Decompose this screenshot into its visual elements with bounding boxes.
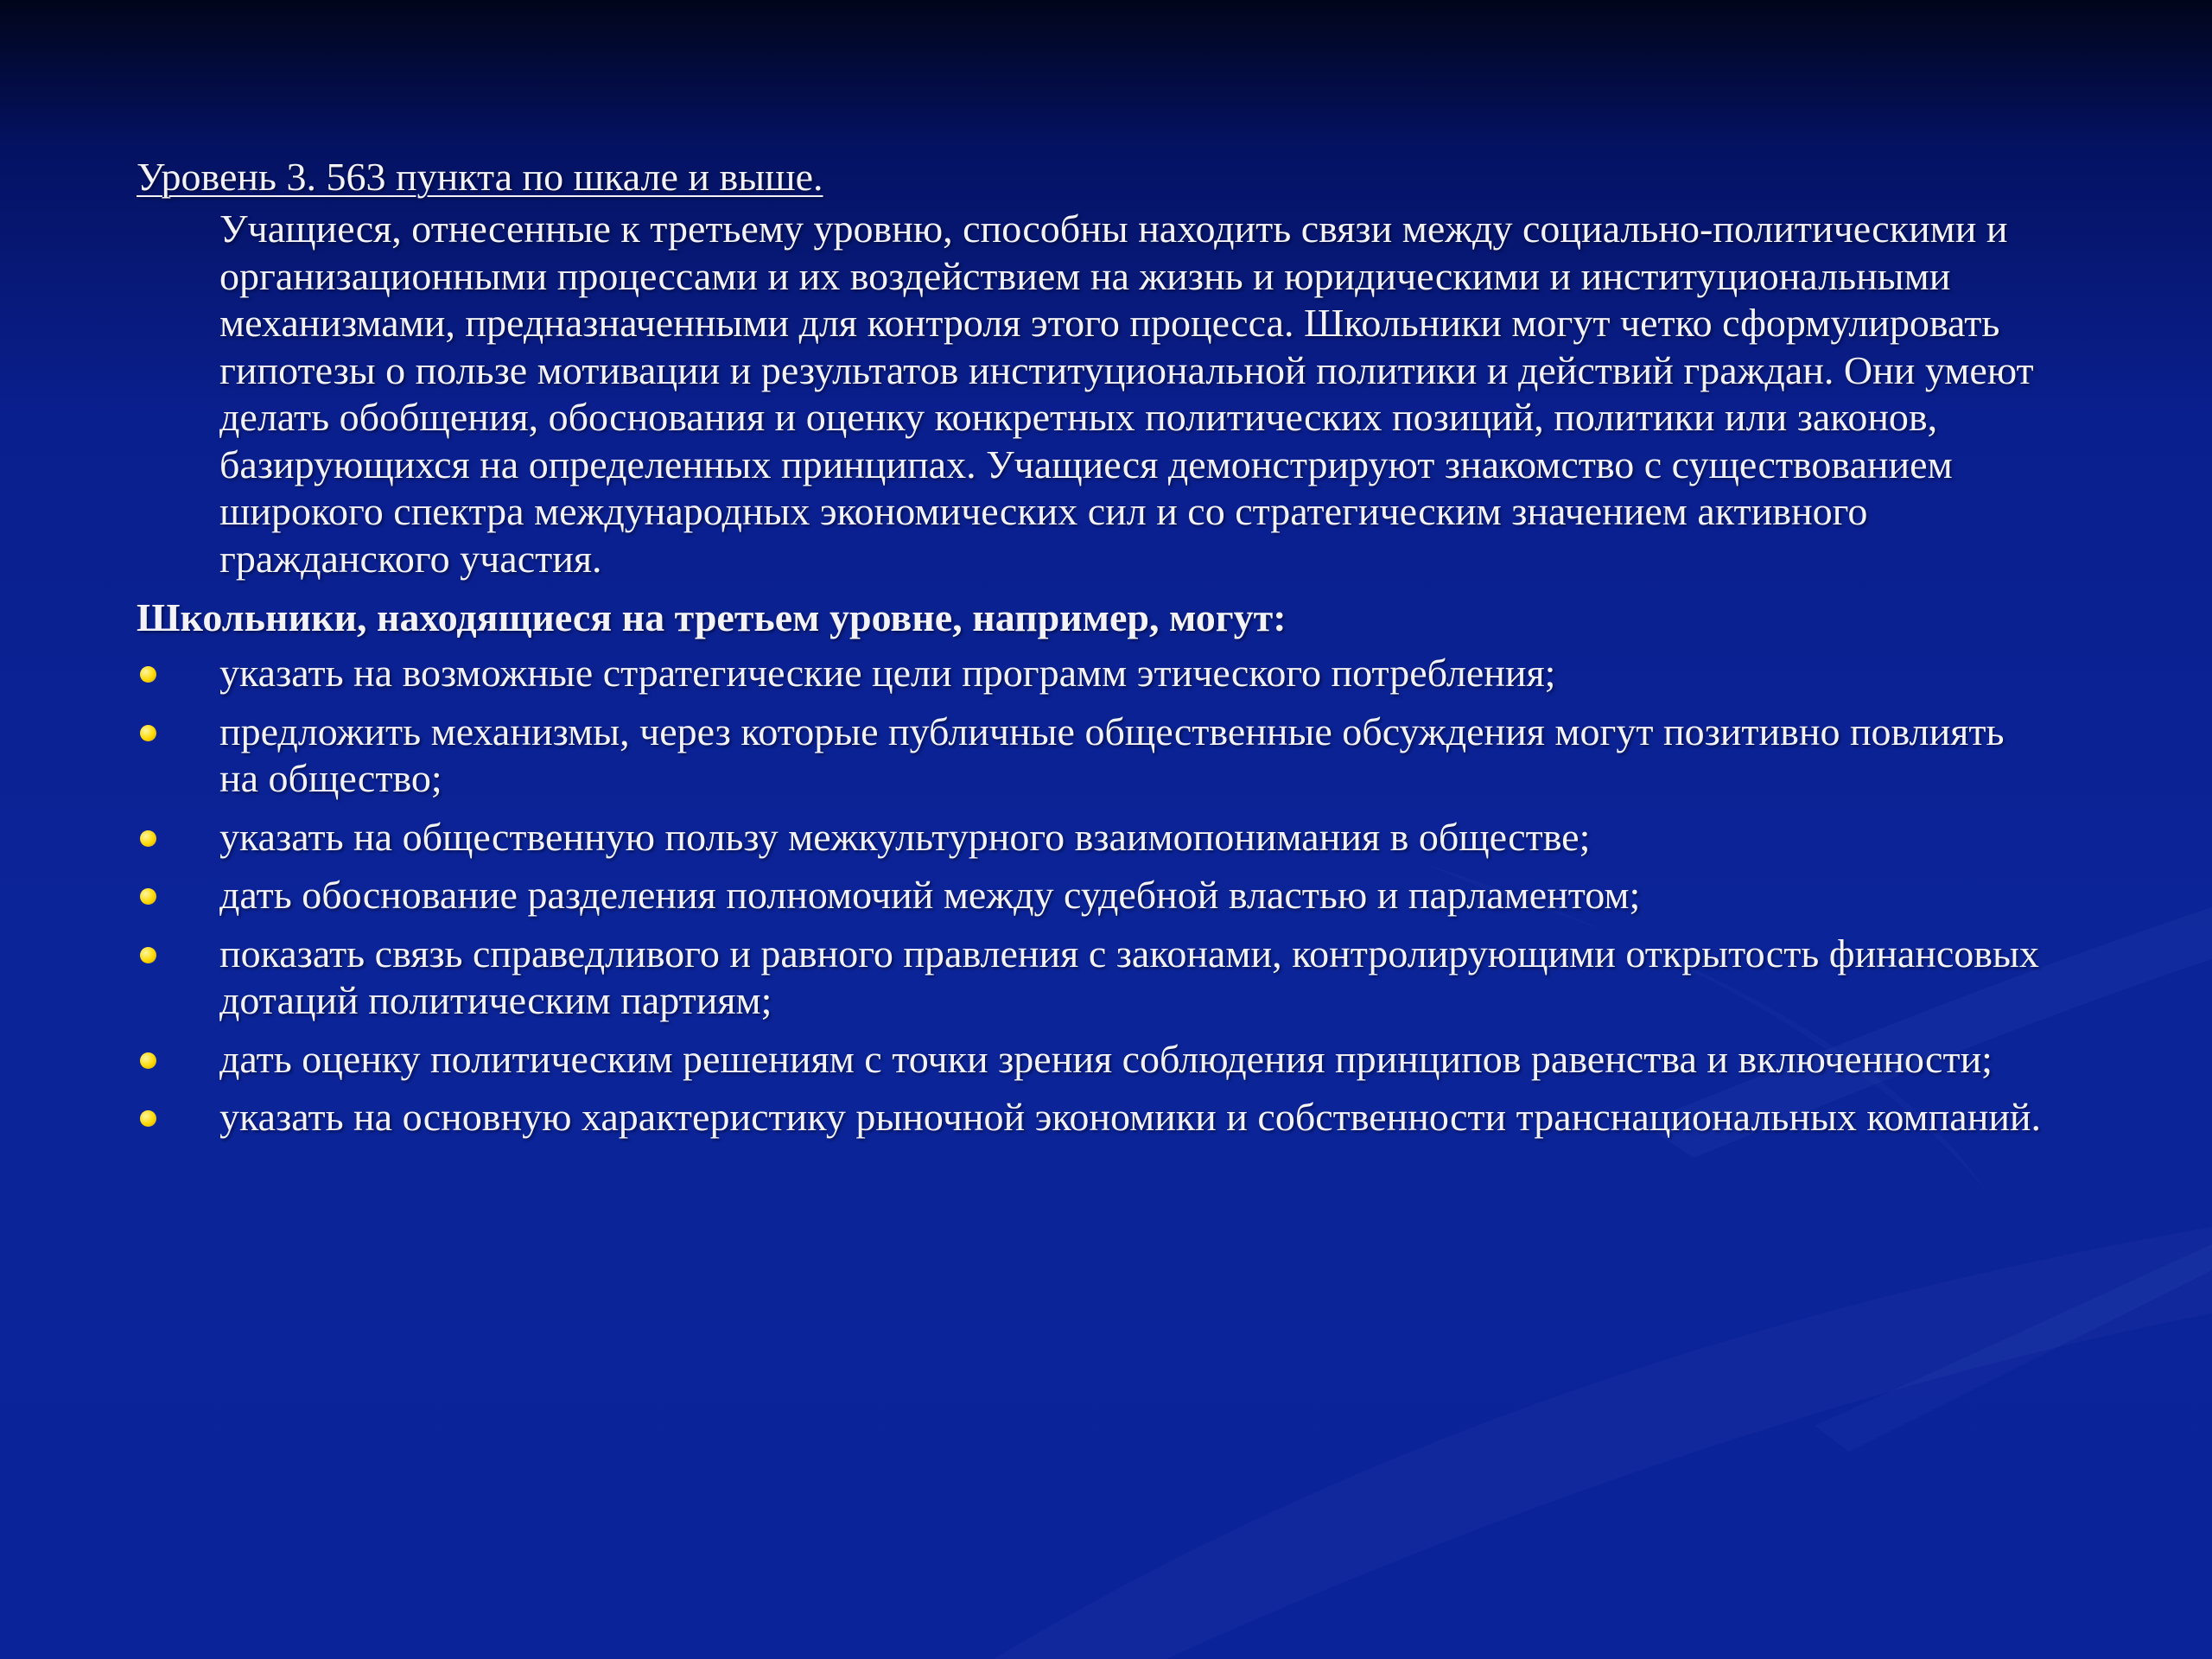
list-item-text: указать на общественную пользу межкультурного взаимопонимания в обществе; bbox=[219, 814, 1591, 859]
level-description: Учащиеся, отнесенные к третьему уровню, способны находить связи между социально-политическими и организационными процессами и их воздействием на жизнь и юридическими и институциональными механизмами, предназначенными для контроля этого процесса. Школьники могут четко сформулировать гипотезы о пользе мотивации и результатов институциональной политики и действий граждан. Они умеют делать обобщения, обоснования и оценку конкретных политических позиций, политики или законов, базирующихся на определенных принципах. Учащиеся демонстрируют знакомство с существованием широкого спектра международных экономических сил и со стратегическим значением активного гражданского участия. bbox=[219, 207, 2034, 581]
list-item bbox=[137, 872, 2051, 919]
list-item-text: дать оценку политическим решениям с точки зрения соблюдения принципов равенства и включенности; bbox=[219, 1036, 1993, 1081]
list-item bbox=[137, 1094, 2051, 1141]
slide-content bbox=[137, 154, 2089, 1153]
list-item bbox=[137, 814, 2051, 861]
level-heading: Уровень 3. 563 пункта по шкале и выше. bbox=[137, 155, 823, 199]
list-item-text: предложить механизмы, через которые публичные общественные обсуждения могут позитивно повлиять на общество; bbox=[219, 709, 2005, 800]
list-item-text: показать связь справедливого и равного правления с законами, контролирующими открытость финансовых дотаций политическим партиям; bbox=[219, 931, 2039, 1022]
bullet-icon bbox=[140, 947, 156, 963]
list-item bbox=[137, 709, 2051, 803]
bullet-icon bbox=[140, 888, 156, 905]
bullet-icon bbox=[140, 830, 156, 847]
examples-subheading: Школьники, находящиеся на третьем уровне, например, могут: bbox=[137, 595, 1287, 639]
list-item bbox=[137, 1036, 2051, 1084]
list-item-text: дать обоснование разделения полномочий между судебной властью и парламентом; bbox=[219, 873, 1641, 917]
bullet-icon bbox=[140, 725, 156, 741]
bullet-icon bbox=[140, 666, 156, 683]
list-item-text: указать на основную характеристику рыночной экономики и собственности транснациональных компаний. bbox=[219, 1095, 2042, 1139]
bullet-icon bbox=[140, 1052, 156, 1069]
list-item-text: указать на возможные стратегические цели программ этического потребления; bbox=[219, 651, 1556, 695]
examples-list bbox=[137, 650, 2089, 1141]
list-item bbox=[137, 931, 2051, 1025]
list-item bbox=[137, 650, 2051, 697]
bullet-icon bbox=[140, 1110, 156, 1127]
